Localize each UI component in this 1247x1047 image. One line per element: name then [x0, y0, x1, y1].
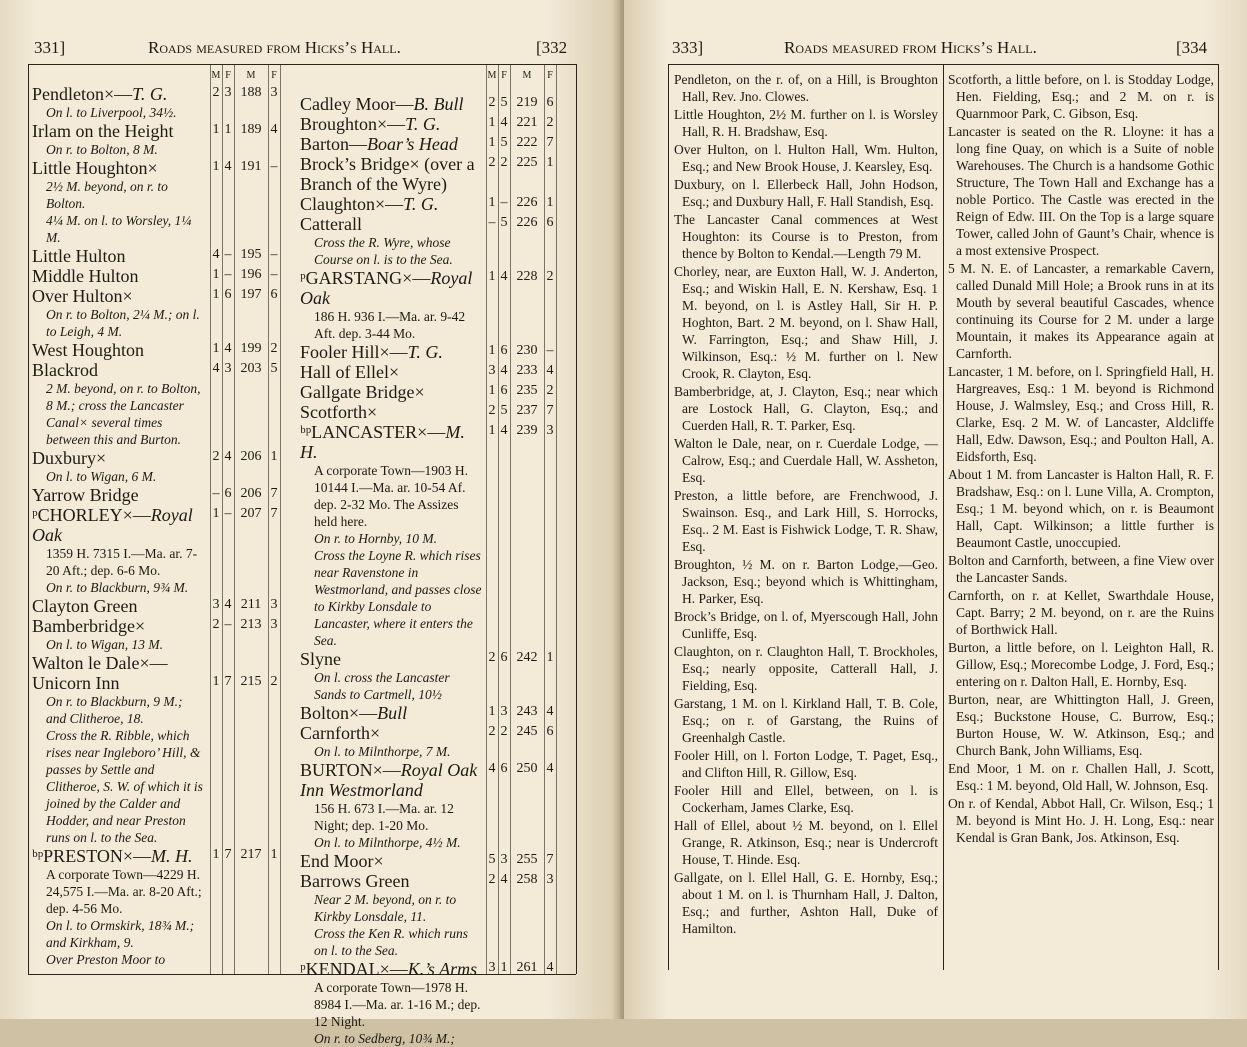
- stage-name: ᵖKENDAL×—K.’s Arms: [300, 959, 478, 979]
- route-note: Near 2 M. beyond, on r. to Kirkby Lonsdale, 11.: [314, 892, 457, 924]
- furlongs: 3: [500, 704, 508, 719]
- total-miles: 243: [516, 704, 538, 719]
- seat-note: Gallgate, on l. Ellel Hall, G. E. Hornby, Esq.; about 1 M. on l. is Thurnham Hall, J. Dalton, Esq.; and further, Ashton Hall, Duke of Hamilton.: [674, 870, 938, 936]
- seat-note: Fooler Hill, on l. Forton Lodge, T. Paget, Esq., and Clifton Hill, R. Gillow, Esq.: [674, 748, 938, 780]
- miles: 3: [488, 363, 496, 378]
- furlongs: 3: [224, 85, 232, 100]
- stage-name: Broughton×—T. G.: [300, 114, 441, 134]
- furlongs: –: [224, 267, 232, 282]
- miles: 5: [488, 852, 496, 867]
- route-stage: [300, 194, 556, 214]
- total-miles: 258: [516, 872, 538, 887]
- route-note: On l. to Milnthorpe, 4½ M.: [314, 835, 461, 850]
- total-miles: 250: [516, 761, 538, 776]
- total-furlongs: 1: [270, 847, 278, 862]
- total-furlongs: 4: [546, 363, 554, 378]
- miles: 2: [212, 449, 220, 464]
- route-note: Cross the Loyne R. which rises near Ravenstone in Westmorland, and passes close to Kirkby Lonsdale to Lancaster, where it enters the Sea.: [314, 548, 482, 648]
- miles: 1: [488, 704, 496, 719]
- route-stage: [32, 158, 280, 178]
- furlongs: –: [500, 195, 508, 210]
- total-furlongs: 1: [270, 449, 278, 464]
- stage-name: BURTON×—Royal Oak Inn Westmorland: [300, 760, 478, 800]
- total-furlongs: 3: [270, 597, 278, 612]
- total-miles: 188: [240, 85, 262, 100]
- route-note: On l. to Wigan, 13 M.: [46, 637, 163, 652]
- left-border: [668, 64, 669, 970]
- town-details: 1359 H. 7315 I.—Ma. ar. 7-20 Aft.; dep. 6-6 Mo.: [46, 546, 198, 578]
- route-stage: [32, 616, 280, 636]
- route-note: Cross the R. Wyre, whose Course on l. is to the Sea.: [314, 235, 453, 267]
- total-miles: 228: [516, 269, 538, 284]
- route-stage: [32, 286, 280, 306]
- stage-name: Little Houghton×: [32, 158, 158, 178]
- furlongs: 4: [500, 269, 508, 284]
- route-stage: [32, 84, 280, 104]
- furlongs: 7: [224, 674, 232, 689]
- miles: 2: [488, 95, 496, 110]
- route-note: Cross the R. Ribble, which rises near Ingleboro’ Hill, & passes by Settle and Clitheroe, S. W. of which it is joined by the Calder and Hodder, and near Preston runs on l. to the Sea.: [46, 728, 203, 845]
- furlongs: 1: [224, 122, 232, 137]
- furlongs: –: [224, 506, 232, 521]
- notes-column-2: [948, 71, 1214, 847]
- total-miles: 215: [240, 674, 262, 689]
- stage-name: Irlam on the Height: [32, 121, 174, 141]
- route-note: 2 M. beyond, on r. to Bolton, 8 M.; cross the Lancaster Canal× several times between this and Burton.: [46, 381, 201, 447]
- route-stage: [300, 760, 556, 800]
- miles: 1: [212, 122, 220, 137]
- stage-name: Walton le Dale×—: [32, 653, 168, 673]
- stage-name: Barton—Boar’s Head: [300, 134, 458, 154]
- divider: [556, 64, 557, 974]
- seat-note: Bolton and Carnforth, between, a fine View over the Lancaster Sands.: [948, 553, 1214, 585]
- stage-name: Cadley Moor—B. Bull: [300, 94, 464, 114]
- total-furlongs: 3: [270, 85, 278, 100]
- route-stage: [32, 360, 280, 380]
- route-note: On l. cross the Lancaster Sands to Cartmell, 10½: [314, 670, 450, 702]
- total-miles: 191: [240, 159, 262, 174]
- stage-name: Bolton×—Bull: [300, 703, 408, 723]
- furlongs: 2: [500, 724, 508, 739]
- furlongs: 4: [500, 423, 508, 438]
- total-miles: 206: [240, 449, 262, 464]
- furlongs: 4: [500, 363, 508, 378]
- furlongs: 5: [500, 95, 508, 110]
- furlongs: 3: [224, 361, 232, 376]
- page-number-334: [334: [1176, 38, 1208, 57]
- stage-name: Over Hulton×: [32, 286, 133, 306]
- miles: 1: [212, 267, 220, 282]
- miles: –: [212, 486, 220, 501]
- stage-name: Duxbury×: [32, 448, 107, 468]
- miles: 3: [488, 960, 496, 975]
- town-details: A corporate Town—4229 H. 24,575 I.—Ma. ar. 8-20 Aft.; dep. 4-56 Mo.: [46, 867, 202, 916]
- page-number-332: [332: [536, 38, 568, 57]
- route-note: On r. to Bolton, 8 M.: [46, 142, 158, 157]
- route-note: 4¼ M. on l. to Worsley, 1¼ M.: [46, 213, 192, 245]
- route-stage: [32, 266, 280, 286]
- furlongs: –: [224, 617, 232, 632]
- furlongs: 4: [500, 872, 508, 887]
- total-furlongs: 3: [546, 872, 554, 887]
- miles: 2: [488, 650, 496, 665]
- furlongs: 6: [224, 287, 232, 302]
- stage-name: Yarrow Bridge: [32, 485, 139, 505]
- route-stage: [300, 851, 556, 871]
- col-heads-1: M F M F: [211, 70, 277, 81]
- total-miles: 233: [516, 363, 538, 378]
- seat-note: About 1 M. from Lancaster is Halton Hall, R. F. Bradshaw, Esq.: on l. Lune Villa, A. Crompton, Esq.; 1 M. beyond which, on r. is Beaumont Hall, Capt. Wilkinson; a little further is Beaumont Castle, unoccupied.: [948, 467, 1214, 550]
- total-furlongs: 2: [546, 383, 554, 398]
- route-stage: [32, 121, 280, 141]
- total-furlongs: 7: [270, 486, 278, 501]
- furlongs: 6: [224, 486, 232, 501]
- route-stage: [300, 342, 556, 362]
- miles: 1: [212, 506, 220, 521]
- furlongs: 4: [224, 159, 232, 174]
- miles: 4: [212, 361, 220, 376]
- total-furlongs: 2: [270, 674, 278, 689]
- stage-name: Pendleton×—T. G.: [32, 84, 168, 104]
- total-furlongs: 1: [546, 155, 554, 170]
- seat-note: Over Hulton, on l. Hulton Hall, Wm. Hulton, Esq.; and New Brook House, J. Kearsley, Esq.: [674, 142, 938, 174]
- miles: 1: [488, 269, 496, 284]
- seat-note: Bamberbridge, at, J. Clayton, Esq.; near which are Lostock Hall, G. Clayton, Esq.; and Cuerden Hall, R. T. Parker, Esq.: [674, 384, 938, 433]
- stage-name: ᵇᵖLANCASTER×—M. H.: [300, 422, 465, 462]
- total-miles: 239: [516, 423, 538, 438]
- column-divider: [943, 64, 944, 970]
- page-header: Roads measured from Hicks’s Hall.: [148, 38, 401, 57]
- route-note: Over Preston Moor to: [46, 952, 166, 967]
- total-miles: 226: [516, 215, 538, 230]
- furlongs: 7: [224, 847, 232, 862]
- total-miles: 203: [240, 361, 262, 376]
- total-furlongs: 3: [546, 423, 554, 438]
- total-furlongs: 6: [270, 287, 278, 302]
- stage-name: Catterall: [300, 214, 362, 234]
- total-furlongs: 7: [546, 135, 554, 150]
- stage-name: Blackrod: [32, 360, 98, 380]
- seat-note: Pendleton, on the r. of, on a Hill, is Broughton Hall, Rev. Jno. Clowes.: [674, 72, 938, 104]
- seat-note: Broughton, ½ M. on r. Barton Lodge,—Geo. Jackson, Esq.; beyond which is Whittingham, H. Parker, Esq.: [674, 557, 938, 606]
- total-miles: 206: [240, 486, 262, 501]
- route-stage: [32, 596, 280, 616]
- furlongs: –: [224, 247, 232, 262]
- route-note: On l. to Milnthorpe, 7 M.: [314, 744, 451, 759]
- seat-note: Lancaster is seated on the R. Lloyne: it has a long fine Quay, on which is a Suite of noble Warehouses. The Church is a handsome Gothic Structure, The Town Hall and Exchange has a noble Portico. The Castle was erected in the Reign of Edw. III. On the Top is a large square Tower, called John of Gaunt’s Chair, whence is a most extensive Prospect.: [948, 124, 1214, 258]
- route-stage: [300, 114, 556, 134]
- total-miles: 217: [240, 847, 262, 862]
- miles: –: [488, 215, 496, 230]
- seat-note: Claughton, on r. Claughton Hall, T. Brockholes, Esq.; nearly opposite, Catterall Hall, J. Fielding, Esq.: [674, 644, 938, 693]
- total-furlongs: 6: [546, 724, 554, 739]
- total-furlongs: 1: [546, 195, 554, 210]
- page-number-333: 333]: [672, 38, 704, 57]
- route-stage: [300, 134, 556, 154]
- route-stage: [300, 402, 556, 422]
- route-note: On r. to Sedberg, 10¾ M.;: [314, 1031, 455, 1046]
- seat-note: Garstang, 1 M. on l. Kirkland Hall, T. B. Cole, Esq.; on r. of Garstang, the Ruins of Greenhalgh Castle.: [674, 696, 938, 745]
- route-stage: [300, 723, 556, 743]
- total-miles: 242: [516, 650, 538, 665]
- total-furlongs: 6: [546, 95, 554, 110]
- seat-note: Walton le Dale, near, on r. Cuerdale Lodge, — Calrow, Esq.; and Cuerdale Hall, W. Assheton, Esq.: [674, 436, 938, 485]
- furlongs: 1: [500, 960, 508, 975]
- total-miles: 261: [516, 960, 538, 975]
- furlongs: 6: [500, 650, 508, 665]
- seat-note: End Moor, 1 M. on r. Challen Hall, J. Scott, Esq.: 1 M. beyond, Old Hall, W. Johnson, Esq.: [948, 761, 1214, 793]
- furlongs: 5: [500, 215, 508, 230]
- stage-name: Clayton Green: [32, 596, 138, 616]
- total-miles: 245: [516, 724, 538, 739]
- right-border: [1218, 64, 1219, 970]
- total-furlongs: 2: [546, 115, 554, 130]
- total-furlongs: 1: [546, 650, 554, 665]
- furlongs: 2: [500, 155, 508, 170]
- route-stage: [300, 362, 556, 382]
- seat-note: Fooler Hill and Ellel, between, on l. is Cockerham, James Clarke, Esq.: [674, 783, 938, 815]
- route-stage: [32, 485, 280, 505]
- seat-note: 5 M. N. E. of Lancaster, a remarkable Cavern, called Dunald Mill Hole; a Brook runs in at its Mouth by several beautiful Cascades, whence continuing its Course for 2 M. under a large Mountain, it makes its Appearance again at Carnforth.: [948, 261, 1214, 361]
- route-note: Cross the Ken R. which runs on l. to the Sea.: [314, 926, 469, 958]
- total-miles: 211: [240, 597, 262, 612]
- route-note: On r. to Blackburn, 9 M.; and Clitheroe, 18.: [46, 694, 183, 726]
- furlongs: 5: [500, 135, 508, 150]
- route-stage: [300, 959, 556, 979]
- total-miles: 199: [240, 341, 262, 356]
- furlongs: 4: [224, 341, 232, 356]
- furlongs: 5: [500, 403, 508, 418]
- miles: 1: [212, 159, 220, 174]
- furlongs: 6: [500, 383, 508, 398]
- page-header: Roads measured from Hicks’s Hall.: [784, 38, 1037, 57]
- seat-note: Scotforth, a little before, on l. is Stodday Lodge, Hen. Fielding, Esq.; and 2 M. on r. is Quarnmoor Park, C. Gibson, Esq.: [948, 72, 1214, 121]
- route-stage: [32, 653, 280, 673]
- stage-name: Gallgate Bridge×: [300, 382, 425, 402]
- total-furlongs: –: [270, 159, 278, 174]
- total-furlongs: 3: [270, 617, 278, 632]
- stage-name: West Houghton: [32, 340, 145, 360]
- total-miles: 219: [516, 95, 538, 110]
- miles: 1: [212, 341, 220, 356]
- total-miles: 237: [516, 403, 538, 418]
- route-stage: [300, 154, 556, 194]
- stage-name: Fooler Hill×—T. G.: [300, 342, 443, 362]
- stage-name: Scotforth×: [300, 402, 378, 422]
- total-miles: 230: [516, 343, 538, 358]
- route-stage: [300, 649, 556, 669]
- town-details: 186 H. 936 I.—Ma. ar. 9-42 Aft. dep. 3-44 Mo.: [314, 309, 466, 341]
- total-furlongs: 4: [546, 761, 554, 776]
- total-miles: 207: [240, 506, 262, 521]
- total-miles: 235: [516, 383, 538, 398]
- total-furlongs: 4: [270, 122, 278, 137]
- stage-name: Bamberbridge×: [32, 616, 146, 636]
- route-note: On r. to Hornby, 10 M.: [314, 531, 438, 546]
- seat-note: Lancaster, 1 M. before, on l. Springfield Hall, H. Hargreaves, Esq.: 1 M. beyond is Richmond House, J. Walmsley, Esq.; and Cross Hill, R. Clarke, Esq. 2 M. W. of Lancaster, Aldcliffe Hall, Edw. Dawson, Esq.; and Poulton Hall, A. Eidsforth, Esq.: [948, 364, 1214, 464]
- left-page: [0, 0, 620, 1046]
- seat-note: Chorley, near, are Euxton Hall, W. J. Anderton, Esq.; and Wiskin Hall, E. N. Kershaw, Esq. 1 M. beyond, on l. is Astley Hall, Sir H. P. Hoghton, Bart. 2 M. beyond, on l. Shaw Hall, W. Farrington, Esq.; and Shaw Hill, J. Wilkinson, Esq.: ½ M. further on l. New Crook, R. Clayton, Esq.: [674, 264, 938, 381]
- stage-name: Little Hulton: [32, 246, 126, 266]
- seat-note: Carnforth, on r. at Kellet, Swarthdale House, Capt. Barry; 2 M. beyond, on r. are the Ruins of Borthwick Hall.: [948, 588, 1214, 637]
- total-miles: 226: [516, 195, 538, 210]
- stage-name: ᵖGARSTANG×—Royal Oak: [300, 268, 473, 308]
- route-stage: [300, 703, 556, 723]
- stage-name: End Moor×: [300, 851, 384, 871]
- miles: 1: [488, 135, 496, 150]
- route-stage: [300, 94, 556, 114]
- route-note: On l. to Ormskirk, 18¾ M.; and Kirkham, 9.: [46, 918, 195, 950]
- total-miles: 195: [240, 247, 262, 262]
- notes-column-1: [674, 71, 938, 938]
- route-note: 2½ M. beyond, on r. to Bolton.: [46, 179, 168, 211]
- furlongs: 3: [500, 852, 508, 867]
- total-furlongs: 7: [546, 852, 554, 867]
- stage-name: Barrows Green: [300, 871, 410, 891]
- route-stage: [300, 268, 556, 308]
- route-stage: [32, 846, 280, 866]
- miles: 1: [212, 847, 220, 862]
- furlongs: 6: [500, 761, 508, 776]
- right-page: [624, 0, 1247, 1019]
- miles: 4: [488, 761, 496, 776]
- stage-name: ᵖCHORLEY×—Royal Oak: [32, 505, 193, 545]
- miles: 1: [488, 343, 496, 358]
- seat-note: Hall of Ellel, about ½ M. beyond, on l. Ellel Grange, R. Atkinson, Esq.; near is Undercroft House, T. Hinde. Esq.: [674, 818, 938, 867]
- left-border: [28, 64, 29, 974]
- seat-note: Duxbury, on l. Ellerbeck Hall, John Hodson, Esq.; and Duxbury Hall, F. Hall Standish, Esq.: [674, 177, 938, 209]
- route-stage: [32, 673, 280, 693]
- miles: 2: [488, 403, 496, 418]
- seat-note: Burton, a little before, on l. Leighton Hall, R. Gillow, Esq.; Morecombe Lodge, J. Ford, Esq.; entering on r. Dalton Hall, E. Hornby, Esq.: [948, 640, 1214, 689]
- route-column-1: [32, 84, 280, 968]
- stage-name: ᵇᵖPRESTON×—M. H.: [32, 846, 193, 866]
- seat-note: The Lancaster Canal commences at West Houghton: its Course is to Preston, from thence by Bolton to Kendal.—Length 79 M.: [674, 212, 938, 261]
- miles: 1: [212, 287, 220, 302]
- total-miles: 225: [516, 155, 538, 170]
- miles: 2: [212, 85, 220, 100]
- stage-name: Slyne: [300, 649, 342, 669]
- total-furlongs: 7: [270, 506, 278, 521]
- furlongs: 6: [500, 343, 508, 358]
- seat-note: Little Houghton, 2½ M. further on l. is Worsley Hall, R. H. Bradshaw, Esq.: [674, 107, 938, 139]
- total-furlongs: 7: [546, 403, 554, 418]
- total-furlongs: –: [546, 343, 554, 358]
- divider: [280, 64, 281, 974]
- furlongs: 4: [224, 597, 232, 612]
- route-stage: [300, 422, 556, 462]
- route-stage: [32, 340, 280, 360]
- total-furlongs: 6: [546, 215, 554, 230]
- total-miles: 255: [516, 852, 538, 867]
- seat-note: Brock’s Bridge, on l. of, Myerscough Hall, John Cunliffe, Esq.: [674, 609, 938, 641]
- town-details: A corporate Town—1978 H. 8984 I.—Ma. ar. 1-16 M.; dep. 12 Night.: [314, 980, 481, 1029]
- stage-name: Brock’s Bridge× (over a Branch of the Wyre): [300, 154, 475, 194]
- stage-name: Middle Hulton: [32, 266, 139, 286]
- total-miles: 189: [240, 122, 262, 137]
- miles: 4: [212, 247, 220, 262]
- seat-note: Burton, near, are Whittington Hall, J. Green, Esq.; Buckstone House, C. Burrow, Esq.; Burton House, W. W. Atkinson, Esq.; and Church Bank, John Williams, Esq.: [948, 692, 1214, 758]
- route-column-2: [300, 94, 556, 1047]
- stage-name: Carnforth×: [300, 723, 381, 743]
- right-border: [576, 64, 577, 974]
- miles: 1: [488, 195, 496, 210]
- route-stage: [300, 382, 556, 402]
- stage-name: Claughton×—T. G.: [300, 194, 439, 214]
- miles: 1: [212, 674, 220, 689]
- total-furlongs: 2: [270, 341, 278, 356]
- route-stage: [32, 505, 280, 545]
- stage-name: Unicorn Inn: [32, 673, 120, 693]
- furlongs: 4: [500, 115, 508, 130]
- total-furlongs: 2: [546, 269, 554, 284]
- route-stage: [300, 871, 556, 891]
- total-furlongs: 5: [270, 361, 278, 376]
- page-number-331: 331]: [34, 38, 66, 57]
- total-furlongs: –: [270, 267, 278, 282]
- seat-note: Preston, a little before, are Frenchwood, J. Swainson. Esq., and Lark Hill, S. Horrocks, Esq.. 2 M. East is Fishwick Lodge, T. R. Shaw, Esq.: [674, 488, 938, 554]
- header-rule: [28, 64, 576, 65]
- miles: 1: [488, 423, 496, 438]
- miles: 1: [488, 115, 496, 130]
- route-stage: [32, 246, 280, 266]
- town-details: 156 H. 673 I.—Ma. ar. 12 Night; dep. 1-20 Mo.: [314, 801, 454, 833]
- total-miles: 196: [240, 267, 262, 282]
- route-note: On l. to Liverpool, 34½.: [46, 105, 177, 120]
- total-miles: 222: [516, 135, 538, 150]
- miles: 3: [212, 597, 220, 612]
- total-miles: 197: [240, 287, 262, 302]
- town-details: A corporate Town—1903 H. 10144 I.—Ma. ar. 10-54 Af. dep. 2-32 Mo. The Assizes held here.: [314, 463, 469, 529]
- route-stage: [300, 214, 556, 234]
- furlongs: 4: [224, 449, 232, 464]
- route-note: On l. to Wigan, 6 M.: [46, 469, 157, 484]
- total-furlongs: –: [270, 247, 278, 262]
- miles: 2: [488, 872, 496, 887]
- route-note: On r. to Blackburn, 9¾ M.: [46, 580, 189, 595]
- total-miles: 213: [240, 617, 262, 632]
- miles: 2: [488, 155, 496, 170]
- miles: 1: [488, 383, 496, 398]
- stage-name: Hall of Ellel×: [300, 362, 400, 382]
- seat-note: On r. of Kendal, Abbot Hall, Cr. Wilson, Esq.; 1 M. beyond is Mint Ho. J. H. Long, Esq.: near Kendal is Gran Bank, Jos. Atkinson, Esq.: [948, 796, 1214, 845]
- route-note: On r. to Bolton, 2¼ M.; on l. to Leigh, 4 M.: [46, 307, 200, 339]
- miles: 2: [488, 724, 496, 739]
- col-heads-2: M F M F: [487, 70, 553, 81]
- route-stage: [32, 448, 280, 468]
- miles: 2: [212, 617, 220, 632]
- total-furlongs: 4: [546, 704, 554, 719]
- total-furlongs: 4: [546, 960, 554, 975]
- total-miles: 221: [516, 115, 538, 130]
